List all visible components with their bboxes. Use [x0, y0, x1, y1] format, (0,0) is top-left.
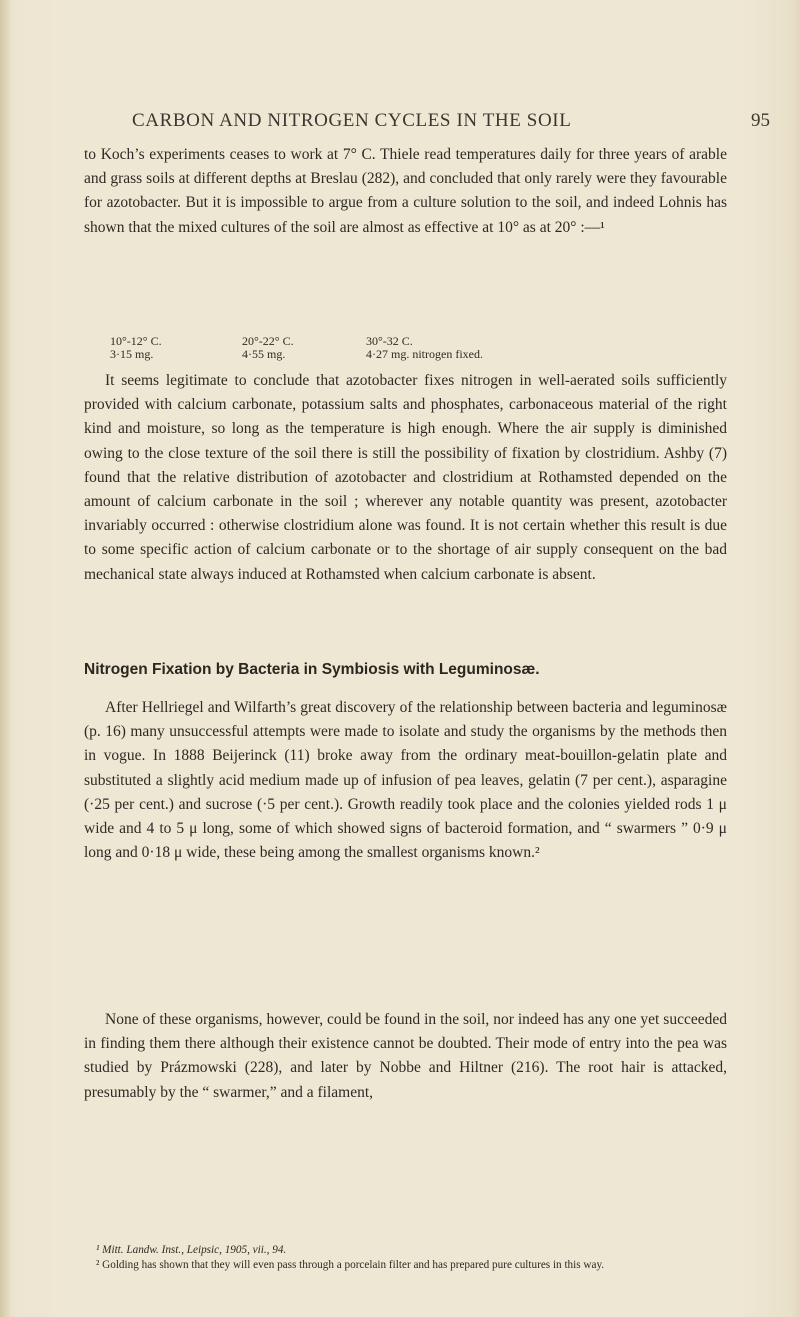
page-header	[50, 110, 770, 140]
temperature-column	[110, 335, 162, 361]
running-head: CARBON AND NITROGEN CYCLES IN THE SOIL	[132, 110, 572, 131]
temperature-column	[242, 335, 294, 361]
nitrogen-amount: 4·27 mg. nitrogen fixed.	[366, 347, 483, 361]
temperature-column	[366, 335, 483, 361]
paragraph-koch-experiments	[84, 143, 727, 240]
paragraph-text: It seems legitimate to conclude that azotobacter fixes nitrogen in well-aerated soils sufficiently provided with calcium carbonate, potassium salts and phosphates, carbonaceous material of the right kind and moisture, so long as the temperature is high enough. Where the air supply is diminished owing to the close texture of the soil there is still the possibility of fixation by clostridium. Ashby (7) found that the relative distribution of azotobacter and clostridium at Rothamsted depended on the amount of calcium carbonate in the soil ; wherever any notable quantity was present, azotobacter invariably occurred : otherwise clostridium alone was found. It is not certain whether this result is due to some specific action of calcium carbonate or to the shortage of air supply consequent on the bad mechanical state always induced at Rothamsted when calcium carbonate is absent.	[84, 372, 727, 583]
paragraph-hellriegel-discovery	[84, 696, 727, 865]
paragraph-text: After Hellriegel and Wilfarth’s great discovery of the relationship between bacteria and leguminosæ (p. 16) many unsuccessful attempts were made to isolate and study the organisms by the methods then in vogue. In 1888 Beijerinck (11) broke away from the ordinary meat-bouillon-gelatin plate and substituted a slightly acid medium made up of infusion of pea leaves, gelatin (7 per cent.), asparagine (·25 per cent.) and sucrose (·5 per cent.). Growth readily took place and the colonies yielded rods 1 μ wide and 4 to 5 μ long, some of which showed signs of bacteroid formation, and “ swarmers ” 0·9 μ long and 0·18 μ wide, these being among the smallest organisms known.²	[84, 699, 727, 862]
paragraph-azotobacter-conclusion	[84, 369, 727, 587]
page-spine-shadow	[0, 0, 10, 1317]
footnotes	[84, 1243, 727, 1273]
footnote-2: ² Golding has shown that they will even pass through a porcelain filter and has prepared pure cultures in this way.	[96, 1259, 605, 1271]
paragraph-text: to Koch’s experiments ceases to work at 7° C. Thiele read temperatures daily for three years of arable and grass soils at different depths at Breslau (282), and concluded that only rarely were they favourable for azotobacter. But it is impossible to argue from a culture solution to the soil, and indeed Lohnis has shown that the mixed cultures of the soil are almost as effective at 10° as at 20° :—¹	[84, 146, 727, 236]
paragraph-organisms-in-soil	[84, 1008, 727, 1105]
paragraph-text: None of these organisms, however, could be found in the soil, nor indeed has any one yet succeeded in finding them there although their existence cannot be doubted. Their mode of entry into the pea was studied by Prázmowski (228), and later by Nobbe and Hiltner (216). The root hair is attacked, presumably by the “ swarmer,” and a filament,	[84, 1011, 727, 1101]
temperature-range: 20°-22° C.	[242, 334, 294, 348]
nitrogen-amount: 4·55 mg.	[242, 347, 286, 361]
temperature-range: 10°-12° C.	[110, 334, 162, 348]
page-number: 95	[751, 110, 770, 131]
nitrogen-amount: 3·15 mg.	[110, 347, 154, 361]
temperature-range: 30°-32 C.	[366, 334, 413, 348]
footnote-1: ¹ Mitt. Landw. Inst., Leipsic, 1905, vii., 94.	[96, 1244, 287, 1256]
section-heading: Nitrogen Fixation by Bacteria in Symbiosis with Leguminosæ.	[84, 661, 540, 678]
